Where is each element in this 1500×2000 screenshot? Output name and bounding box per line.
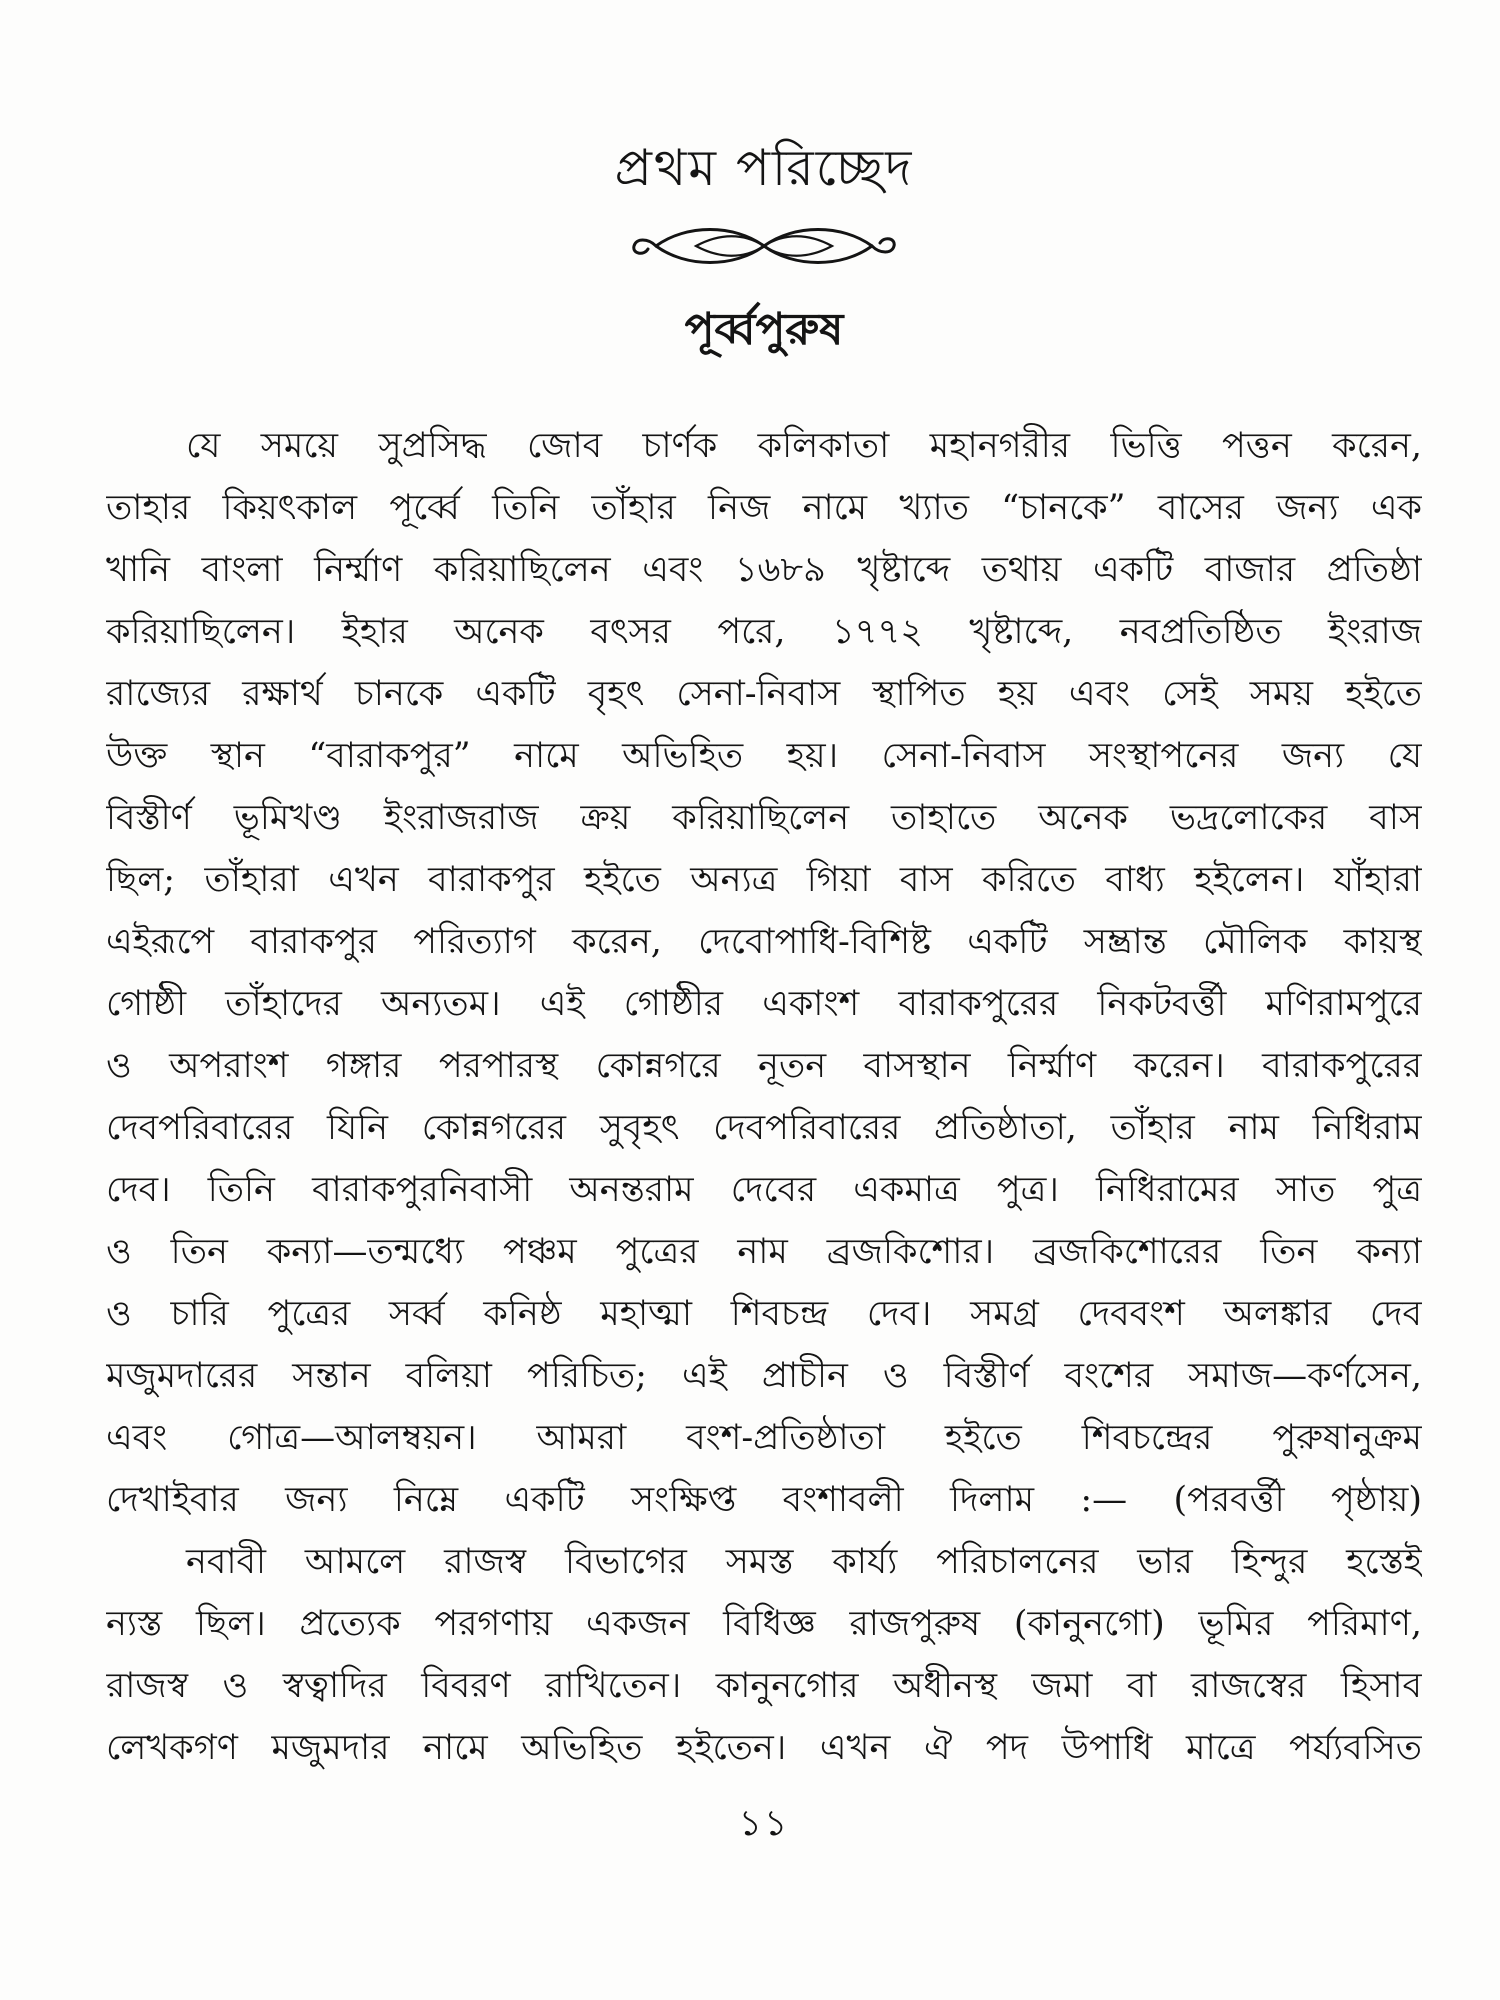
ornament-flourish-icon	[624, 220, 904, 272]
text-line: এইরূপে বারাকপুর পরিত্যাগ করেন, দেবোপাধি-বিশিষ্ট একটি সম্ভ্রান্ত মৌলিক কায়স্থ	[106, 922, 1422, 962]
text-line: গোষ্ঠী তাঁহাদের অন্যতম। এই গোষ্ঠীর একাংশ বারাকপুরের নিকটবর্ত্তী মণিরামপুরে	[106, 984, 1422, 1024]
text-line: উক্ত স্থান “বারাকপুর” নামে অভিহিত হয়। সেনা-নিবাস সংস্থাপনের জন্য যে	[106, 736, 1422, 776]
text-line: রাজস্ব ও স্বত্বাদির বিবরণ রাখিতেন। কানুনগোর অধীনস্থ জমা বা রাজস্বের হিসাব	[106, 1666, 1422, 1706]
text-line: ও চারি পুত্রের সর্ব্ব কনিষ্ঠ মহাত্মা শিবচন্দ্র দেব। সমগ্র দেববংশ অলঙ্কার দেব	[106, 1294, 1422, 1334]
text-line: এবং গোত্র—আলম্বয়ন। আমরা বংশ-প্রতিষ্ঠাতা হইতে শিবচন্দ্রের পুরুষানুক্রম	[106, 1418, 1422, 1458]
chapter-title: প্রথম পরিচ্ছেদ	[614, 139, 914, 197]
text-line: যে সময়ে সুপ্রসিদ্ধ জোব চার্ণক কলিকাতা মহানগরীর ভিত্তি পত্তন করেন,	[186, 426, 1422, 466]
text-line: মজুমদারের সন্তান বলিয়া পরিচিত; এই প্রাচীন ও বিস্তীর্ণ বংশের সমাজ—কর্ণসেন,	[106, 1356, 1422, 1396]
paragraph	[106, 415, 1422, 1531]
text-line: রাজ্যের রক্ষার্থ চানকে একটি বৃহৎ সেনা-নিবাস স্থাপিত হয় এবং সেই সময় হইতে	[106, 674, 1422, 714]
text-line: বিস্তীর্ণ ভূমিখণ্ড ইংরাজরাজ ক্রয় করিয়াছিলেন তাহাতে অনেক ভদ্রলোকের বাস	[106, 798, 1422, 838]
section-title: পূর্ব্বপুরুষ	[684, 304, 844, 355]
text-line: খানি বাংলা নির্ম্মাণ করিয়াছিলেন এবং ১৬৮৯ খৃষ্টাব্দে তথায় একটি বাজার প্রতিষ্ঠা	[106, 550, 1422, 590]
text-line: করিয়াছিলেন। ইহার অনেক বৎসর পরে, ১৭৭২ খৃষ্টাব্দে, নবপ্রতিষ্ঠিত ইংরাজ	[106, 612, 1422, 652]
page-number: ১১	[738, 1803, 790, 1844]
text-line: ছিল; তাঁহারা এখন বারাকপুর হইতে অন্যত্র গিয়া বাস করিতে বাধ্য হইলেন। যাঁহারা	[106, 860, 1422, 900]
body-text	[106, 415, 1422, 1779]
text-line: দেব। তিনি বারাকপুরনিবাসী অনন্তরাম দেবের একমাত্র পুত্র। নিধিরামের সাত পুত্র	[106, 1170, 1422, 1210]
text-line: লেখকগণ মজুমদার নামে অভিহিত হইতেন। এখন ঐ পদ উপাধি মাত্রে পর্য্যবসিত	[106, 1728, 1422, 1768]
text-line: তাহার কিয়ৎকাল পূর্ব্বে তিনি তাঁহার নিজ নামে খ্যাত “চানকে” বাসের জন্য এক	[106, 488, 1422, 528]
text-line: ন্যস্ত ছিল। প্রত্যেক পরগণায় একজন বিধিজ্ঞ রাজপুরুষ (কানুনগো) ভূমির পরিমাণ,	[106, 1604, 1422, 1644]
text-line: ও তিন কন্যা—তন্মধ্যে পঞ্চম পুত্রের নাম ব্রজকিশোর। ব্রজকিশোরের তিন কন্যা	[106, 1232, 1422, 1272]
text-line: ও অপরাংশ গঙ্গার পরপারস্থ কোন্নগরে নূতন বাসস্থান নির্ম্মাণ করেন। বারাকপুরের	[106, 1046, 1422, 1086]
text-line: দেবপরিবারের যিনি কোন্নগরের সুবৃহৎ দেবপরিবারের প্রতিষ্ঠাতা, তাঁহার নাম নিধিরাম	[106, 1108, 1422, 1148]
paragraph	[106, 1531, 1422, 1779]
text-line: নবাবী আমলে রাজস্ব বিভাগের সমস্ত কার্য্য পরিচালনের ভার হিন্দুর হস্তেই	[186, 1542, 1422, 1582]
text-line: দেখাইবার জন্য নিম্নে একটি সংক্ষিপ্ত বংশাবলী দিলাম :— (পরবর্ত্তী পৃষ্ঠায়)	[106, 1480, 1422, 1520]
